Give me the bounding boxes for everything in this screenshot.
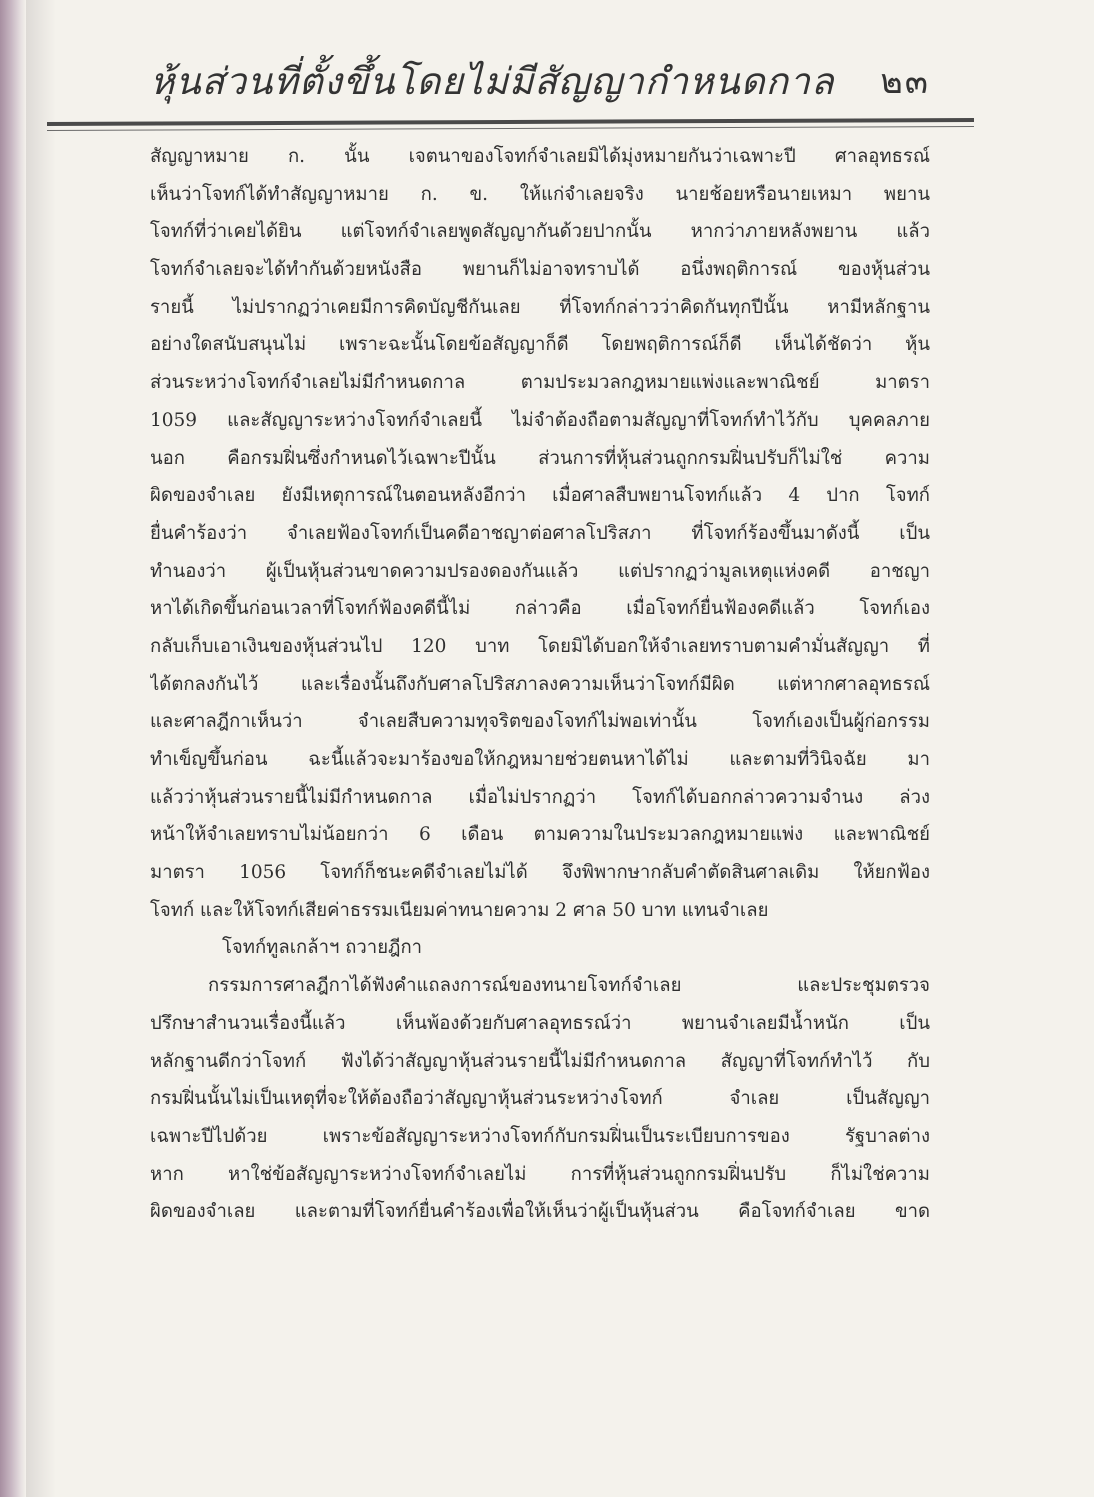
text-line: กรมฝิ่นนั้นไม่เป็นเหตุที่จะให้ต้องถือว่าสัญญาหุ้นส่วนระหว่างโจทก์ จำเลย เป็นสัญญา xyxy=(150,1088,930,1110)
text-line: ทำนองว่า ผู้เป็นหุ้นส่วนขาดความปรองดองกันแล้ว แต่ปรากฏว่ามูลเหตุแห่งคดี อาชญา xyxy=(150,560,930,582)
text-line: อย่างใดสนับสนุนไม่ เพราะฉะนั้นโดยข้อสัญญาก็ดี โดยพฤติการณ์ก็ดี เห็นได้ชัดว่า หุ้น xyxy=(150,334,930,356)
text-line: ส่วนระหว่างโจทก์จำเลยไม่มีกำหนดกาล ตามประมวลกฎหมายแพ่งและพาณิชย์ มาตรา xyxy=(150,372,930,394)
text-line: กลับเก็บเอาเงินของหุ้นส่วนไป 120 บาท โดยมิได้บอกให้จำเลยทราบตามคำมั่นสัญญา ที่ xyxy=(150,635,930,657)
page-gutter-shadow xyxy=(26,0,56,1497)
text-line: ผิดของจำเลย ยังมีเหตุการณ์ในตอนหลังอีกว่า เมื่อศาลสืบพยานโจทก์แล้ว 4 ปาก โจทก์ xyxy=(150,485,930,507)
text-line: โจทก์ที่ว่าเคยได้ยิน แต่โจทก์จำเลยพูดสัญญากันด้วยปากนั้น หากว่าภายหลังพยาน แล้ว xyxy=(150,221,930,243)
text-line: นอก คือกรมฝิ่นซึ่งกำหนดไว้เฉพาะปีนั้น ส่วนการที่หุ้นส่วนถูกกรมฝิ่นปรับก็ไม่ใช่ ความ xyxy=(150,447,930,469)
text-line: หน้าให้จำเลยทราบไม่น้อยกว่า 6 เดือน ตามความในประมวลกฎหมายแพ่ง และพาณิชย์ xyxy=(150,824,930,846)
text-line: และศาลฎีกาเห็นว่า จำเลยสืบความทุจริตของโจทก์ไม่พอเท่านั้น โจทก์เองเป็นผู้ก่อกรรม xyxy=(150,711,930,733)
page-number: ๒๓ xyxy=(880,62,930,102)
text-line: หาก หาใช่ข้อสัญญาระหว่างโจทก์จำเลยไม่ การที่หุ้นส่วนถูกกรมฝิ่นปรับ ก็ไม่ใช่ความ xyxy=(150,1163,930,1185)
text-line: สัญญาหมาย ก. นั้น เจตนาของโจทก์จำเลยมิได้มุ่งหมายกันว่าเฉพาะปี ศาลอุทธรณ์ xyxy=(150,146,930,167)
text-line: ผิดของจำเลย และตามที่โจทก์ยื่นคำร้องเพื่อให้เห็นว่าผู้เป็นหุ้นส่วน คือโจทก์จำเลย ขาด xyxy=(150,1201,930,1223)
text-line: รายนี้ ไม่ปรากฏว่าเคยมีการคิดบัญชีกันเลย ที่โจทก์กล่าวว่าคิดกันทุกปีนั้น หามีหลักฐาน xyxy=(150,296,930,318)
paragraph-heading-line: โจทก์ทูลเกล้าฯ ถวายฎีกา xyxy=(222,937,423,959)
text-line: ปรึกษาสำนวนเรื่องนี้แล้ว เห็นพ้องด้วยกับศาลอุทธรณ์ว่า พยานจำเลยมีน้ำหนัก เป็น xyxy=(150,1012,930,1034)
text-line: แล้วว่าหุ้นส่วนรายนี้ไม่มีกำหนดกาล เมื่อไม่ปรากฏว่า โจทก์ได้บอกกล่าวความจำนง ล่วง xyxy=(150,786,930,808)
text-line: ยื่นคำร้องว่า จำเลยฟ้องโจทก์เป็นคดีอาชญาต่อศาลโปริสภา ที่โจทก์ร้องขึ้นมาดังนี้ เป็น xyxy=(150,522,930,544)
body-text xyxy=(150,138,930,1231)
running-title: หุ้นส่วนที่ตั้งขึ้นโดยไม่มีสัญญากำหนดกาล xyxy=(150,60,835,103)
text-line: หาได้เกิดขึ้นก่อนเวลาที่โจทก์ฟ้องคดีนี้ไม่ กล่าวคือ เมื่อโจทก์ยื่นฟ้องคดีแล้ว โจทก์เอง xyxy=(150,598,930,620)
text-line: หลักฐานดีกว่าโจทก์ ฟังได้ว่าสัญญาหุ้นส่วนรายนี้ไม่มีกำหนดกาล สัญญาที่โจทก์ทำไว้ กับ xyxy=(150,1050,930,1072)
header-rule-thick xyxy=(47,118,974,126)
text-line: ได้ตกลงกันไว้ และเรื่องนั้นถึงกับศาลโปริสภาลงความเห็นว่าโจทก์มีผิด แต่หากศาลอุทธรณ์ xyxy=(150,673,930,695)
text-line: โจทก์จำเลยจะได้ทำกันด้วยหนังสือ พยานก็ไม่อาจทราบได้ อนึ่งพฤติการณ์ ของหุ้นส่วน xyxy=(150,259,930,281)
text-line: เฉพาะปีไปด้วย เพราะข้อสัญญาระหว่างโจทก์กับกรมฝิ่นเป็นระเบียบการของ รัฐบาลต่าง xyxy=(150,1125,930,1147)
text-line: โจทก์ และให้โจทก์เสียค่าธรรมเนียมค่าทนายความ 2 ศาล 50 บาท แทนจำเลย xyxy=(150,899,769,921)
page-binding-edge xyxy=(0,0,26,1497)
page-header xyxy=(150,44,930,114)
header-rule-thin xyxy=(47,126,974,131)
text-line: เห็นว่าโจทก์ได้ทำสัญญาหมาย ก. ข. ให้แก่จำเลยจริง นายช้อยหรือนายเหมา พยาน xyxy=(150,183,930,205)
text-line: มาตรา 1056 โจทก์ก็ชนะคดีจำเลยไม่ได้ จึงพิพากษากลับคำตัดสินศาลเดิม ให้ยกฟ้อง xyxy=(150,862,930,884)
text-line: 1059 และสัญญาระหว่างโจทก์จำเลยนี้ ไม่จำต้องถือตามสัญญาที่โจทก์ทำไว้กับ บุคคลภาย xyxy=(150,409,930,431)
paragraph-first-line: กรรมการศาลฎีกาได้ฟังคำแถลงการณ์ของทนายโจทก์จำเลย และประชุมตรวจ xyxy=(208,975,930,997)
text-line: ทำเข็ญขึ้นก่อน ฉะนี้แล้วจะมาร้องขอให้กฎหมายช่วยตนหาได้ไม่ และตามที่วินิจฉัย มา xyxy=(150,749,930,770)
